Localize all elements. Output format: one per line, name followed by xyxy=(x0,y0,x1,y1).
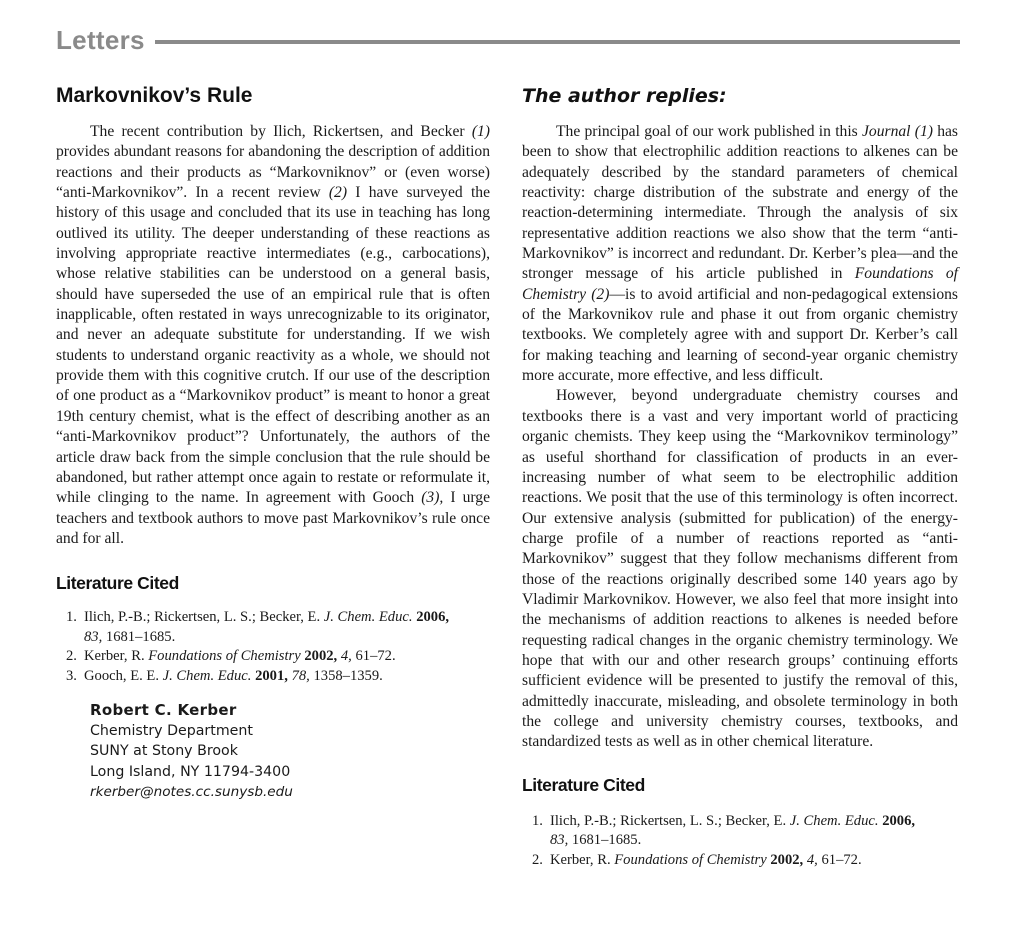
reference-pages: 1681–1685. xyxy=(105,628,176,645)
author-address: Long Island, NY 11794-3400 xyxy=(90,763,291,780)
reference-volume: 4, xyxy=(340,648,352,665)
author-email[interactable]: rkerber@notes.cc.sunysb.edu xyxy=(90,784,293,801)
literature-cited-heading: Literature Cited xyxy=(56,573,179,594)
reference-number: 2. xyxy=(66,648,77,665)
reference-journal: J. Chem. Educ. xyxy=(162,667,252,684)
reply-text: —is to avoid artificial and non-pedagogical extensions of the Markovnikov rule and phase it out from organic chemistry textbooks. We completely agree with and support Dr. Kerber’s call for making teaching and learning of second-year organic chemistry more accurate, more effective, and less difficult. xyxy=(522,285,958,385)
letter-text: The recent contribution by Ilich, Rickertsen, and Becker xyxy=(90,123,472,140)
reply-title: The author replies: xyxy=(522,85,727,107)
letter-title: Markovnikov’s Rule xyxy=(56,84,253,107)
author-name: Robert C. Kerber xyxy=(90,701,237,720)
reference-item xyxy=(522,812,958,851)
signature-block xyxy=(56,700,490,803)
reference-item xyxy=(56,647,490,667)
reference-volume: 78, xyxy=(291,667,310,684)
reference-number: 2. xyxy=(532,851,543,868)
reference-authors: Kerber, R. xyxy=(84,648,149,665)
reference-pages: 1681–1685. xyxy=(571,832,642,849)
reply-text: The principal goal of our work published in this xyxy=(556,123,862,140)
reply-column xyxy=(522,82,958,870)
reference-authors: Gooch, E. E. xyxy=(84,667,163,684)
letter-column xyxy=(56,82,490,803)
letter-text: I have surveyed the history of this usage and concluded that its use in teaching has long outlived its utility. The deeper understanding of these reactions as involving appropriate reactive intermediates (e.g., carbocations), whose relative stabilities can be understood on a general basis, should have superseded the use of an empirical rule that is often inapplicable, often restated in ways unrecognizable to its originator, and never an adequate substitute for understanding. If we wish students to understand organic reactivity as a whole, we should not provide them with this cognitive crutch. If our use of the description of one product as a “Markovnikov product” is meant to honor a great 19th century chemist, what is the effect of describing another as an “anti-Markovnikov product”? Unfortunately, the authors of the article draw back from the simple conclusion that the rule should be abandoned, but rather attempt once again to restate or reformulate it, while clinging to the name. In agreement with Gooch xyxy=(56,184,490,507)
reference-authors: Kerber, R. xyxy=(550,851,615,868)
reference-volume: 4, xyxy=(806,851,818,868)
reference-journal: J. Chem. Educ. xyxy=(789,812,879,829)
reply-body xyxy=(522,122,958,753)
literature-cited-heading: Literature Cited xyxy=(522,774,645,795)
reference-marker: Journal (1) xyxy=(861,123,933,140)
reference-item xyxy=(56,608,490,647)
reference-number: 1. xyxy=(532,812,543,829)
reference-authors: Ilich, P.-B.; Rickertsen, L. S.; Becker, E. xyxy=(84,609,324,626)
reference-pages: 61–72. xyxy=(821,851,862,868)
reference-year: 2006, xyxy=(416,609,450,626)
reference-number: 3. xyxy=(66,667,77,684)
section-header xyxy=(56,20,960,60)
section-label: Letters xyxy=(56,24,145,55)
reference-year: 2001, xyxy=(255,667,288,684)
reference-year: 2002, xyxy=(304,648,338,665)
reference-item xyxy=(56,667,490,687)
letter-text: provides abundant reasons for abandoning the description of addition reactions and their products as “Markovniknov” or (even worse) “anti-Markovnikov”. In a recent review xyxy=(56,143,490,202)
reference-journal: Foundations of Chemistry xyxy=(614,851,767,868)
reference-authors: Ilich, P.-B.; Rickertsen, L. S.; Becker, E. xyxy=(550,812,790,829)
reference-list xyxy=(522,812,958,871)
reference-pages: 1358–1359. xyxy=(313,667,383,684)
section-rule xyxy=(155,40,960,44)
letter-body xyxy=(56,122,490,549)
reference-marker: (2) xyxy=(328,184,348,202)
reference-year: 2006, xyxy=(882,812,916,829)
reference-list xyxy=(56,608,490,686)
reference-number: 1. xyxy=(66,609,77,626)
author-university: SUNY at Stony Brook xyxy=(90,743,238,760)
reference-item xyxy=(522,851,958,871)
reference-marker: (1) xyxy=(471,123,490,140)
author-department: Chemistry Department xyxy=(90,722,253,739)
reference-year: 2002, xyxy=(770,851,804,868)
reference-volume: 83, xyxy=(84,628,103,645)
reply-paragraph xyxy=(522,122,958,386)
reference-journal: J. Chem. Educ. xyxy=(323,609,413,626)
reference-pages: 61–72. xyxy=(355,648,396,665)
reference-journal: Foundations of Chemistry xyxy=(148,648,301,665)
reply-text: has been to show that electrophilic addition reactions to alkenes can be adequately described by the standard parameters of chemical reactivity: charge distribution of the substrate and energy of the reaction-determining intermediate. Through the analysis of six representative addition reactions we also show that the term “anti-Markovnikov” is incorrect and redundant. Dr. Kerber’s plea—and the stronger message of his article published in xyxy=(522,123,958,283)
reply-paragraph: However, beyond undergraduate chemistry courses and textbooks there is a vast and very important world of practicing organic chemists. They keep using the “Markovnikov terminology” as useful shorthand for classification of products in an ever-increasing number of what seem to be electrophilic addition reactions. We posit that the use of this terminology is often incorrect. Our extensive analysis (submitted for publication) of the energy-charge profile of a number of reactions reported as “anti-Markovnikov” suggest that they follow mechanisms different from those of the reactions originally described some 140 years ago by Vladimir Markovnikov. However, we also feel that more insight into the mechanisms of addition reactions to alkenes is needed before requesting radical changes in the organic chemistry terminology. We hope that with our and other research groups’ continuing efforts sufficient evidence will be presented to justify the removal of this, admittedly inaccurate, misleading, and obsolete terminology in both the college and university chemistry courses, textbooks, and standardized tests as well as in other chemical literature. xyxy=(522,387,958,751)
letter-text: I urge teachers and textbook authors to move past Markovnikov’s rule once and for all. xyxy=(56,489,490,547)
reference-marker: Foundations of Chemistry (2) xyxy=(522,265,958,303)
reference-volume: 83, xyxy=(550,832,569,849)
reference-marker: (3), xyxy=(421,489,444,507)
